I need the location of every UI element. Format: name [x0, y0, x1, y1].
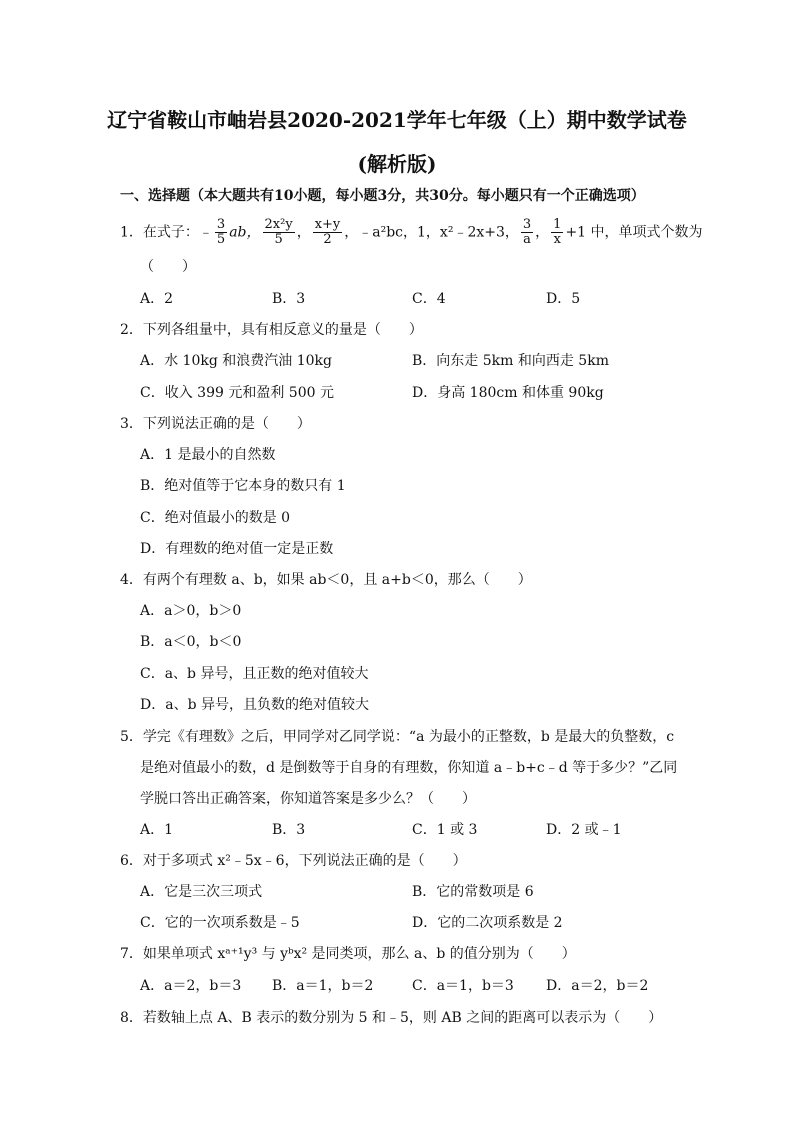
question-3-stem: 3．下列说法正确的是（ ） [120, 416, 311, 432]
q1-f2-tail: ， [296, 224, 311, 241]
q3-option-a: A．1 是最小的自然数 [140, 447, 276, 463]
question-8-stem: 8．若数轴上点 A、B 表示的数分别为 5 和﹣5，则 AB 之间的距离可以表示为（ ） [120, 1010, 663, 1026]
q1-f2-numerator: 2x²y [264, 217, 293, 232]
q1-fraction-3 [313, 218, 343, 247]
q4-option-a: A．a＞0，b＞0 [140, 603, 242, 619]
q2-option-d: D．身高 180cm 和体重 90kg [412, 385, 604, 401]
q5-option-a: A．1 [140, 822, 174, 838]
q5-option-d: D．2 或﹣1 [546, 822, 622, 838]
q1-f5-numerator: 1 [553, 217, 562, 232]
document-subtitle: (解析版) [357, 152, 437, 176]
q1-f1-sign: ﹣ [198, 224, 213, 241]
q1-f5-denominator: x [553, 232, 561, 247]
question-6-stem: 6．对于多项式 x²﹣5x﹣6，下列说法正确的是（ ） [120, 853, 467, 869]
q5-option-b: B．3 [272, 822, 306, 838]
document-title: 辽宁省鞍山市岫岩县2020-2021学年七年级（上）期中数学试卷 [107, 108, 687, 132]
q7-option-c: C．a＝1，b＝3 [412, 978, 514, 994]
q1-option-d: D．5 [546, 291, 581, 307]
q7-option-a: A．a＝2，b＝3 [140, 978, 242, 994]
question-5-line-2: 是绝对值最小的数，d 是倒数等于自身的有理数，你知道 a﹣b+c﹣d 等于多少？”乙同 [140, 760, 678, 776]
q3-option-c: C．绝对值最小的数是 0 [140, 510, 291, 526]
q1-f3-numerator: x+y [314, 217, 341, 232]
q1-fraction-4 [521, 218, 533, 247]
q1-f1-denominator: 5 [216, 232, 226, 247]
q2-option-c: C．收入 399 元和盈利 500 元 [140, 385, 334, 401]
q1-f3-denominator: 2 [323, 232, 332, 247]
q4-option-c: C．a、b 异号，且正数的绝对值较大 [140, 666, 369, 682]
q1-fraction-1 [215, 218, 227, 247]
q6-option-a: A．它是三次三项式 [140, 884, 263, 900]
q3-option-d: D．有理数的绝对值一定是正数 [140, 541, 334, 557]
q1-f2-denominator: 5 [274, 232, 283, 247]
q1-option-c: C．4 [412, 291, 446, 307]
q7-option-b: B．a＝1，b＝2 [272, 978, 374, 994]
q1-fraction-2 [263, 218, 295, 247]
q4-option-d: D．a、b 异号，且负数的绝对值较大 [140, 697, 369, 713]
question-5-line-1: 5．学完《有理数》之后，甲同学对乙同学说：“a 为最小的正整数，b 是最大的负整数，c [120, 729, 675, 745]
question-7-stem: 7．如果单项式 xᵃ⁺¹y³ 与 yᵇx² 是同类项，那么 a、b 的值分别为（ ） [120, 946, 576, 962]
q6-option-c: C．它的一次项系数是﹣5 [140, 915, 300, 931]
q1-middle-terms: ﹣a²bc，1，x²﹣2x+3， [358, 224, 519, 241]
q2-option-b: B．向东走 5km 和向西走 5km [412, 353, 609, 369]
section-heading: 一、选择题（本大题共有10小题，每小题3分，共30分。每小题只有一个正确选项） [120, 188, 645, 204]
q1-option-b: B．3 [272, 291, 306, 307]
q6-option-d: D．它的二次项系数是 2 [412, 915, 563, 931]
q1-f1-tail: ab， [229, 224, 261, 241]
q6-option-b: B．它的常数项是 6 [412, 884, 534, 900]
q1-option-a: A．2 [140, 291, 174, 307]
question-5-line-3: 学脱口答出正确答案，你知道答案是多少么？（ ） [140, 791, 476, 807]
q5-option-c: C．1 或 3 [412, 822, 478, 838]
question-2-stem: 2．下列各组量中，具有相反意义的量是（ ） [120, 322, 423, 338]
q1-answer-paren: （ ） [140, 259, 196, 275]
question-4-stem: 4．有两个有理数 a、b，如果 ab＜0，且 a+b＜0，那么（ ） [120, 572, 532, 588]
q1-f4-tail: ， [535, 224, 550, 241]
q1-f5-tail: +1 中，单项式个数为 [565, 224, 703, 241]
q1-f1-numerator: 3 [216, 217, 226, 232]
q3-option-b: B．绝对值等于它本身的数只有 1 [140, 478, 346, 494]
q1-f4-numerator: 3 [522, 217, 532, 232]
question-1-stem [120, 218, 703, 247]
q2-option-a: A．水 10kg 和浪费汽油 10kg [140, 353, 332, 369]
q1-fraction-5 [551, 218, 563, 247]
q4-option-b: B．a＜0，b＜0 [140, 634, 242, 650]
q7-option-d: D．a＝2，b＝2 [546, 978, 649, 994]
q1-f4-denominator: a [523, 232, 531, 247]
q1-prefix: 1．在式子： [120, 224, 199, 241]
q1-f3-tail: ， [344, 224, 359, 241]
